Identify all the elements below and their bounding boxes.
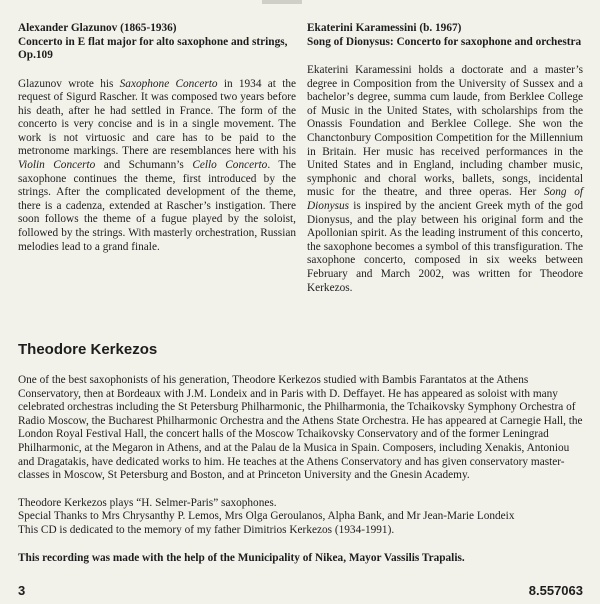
- karamessini-composer: Ekaterini Karamessini (b. 1967): [307, 22, 462, 34]
- top-edge-mark: [262, 0, 302, 4]
- glazunov-heading: [18, 22, 296, 63]
- recording-credit: This recording was made with the help of the Municipality of Nikea, Mayor Vassilis Trapalis.: [18, 551, 465, 564]
- glazunov-composer: Alexander Glazunov (1865-1936): [18, 22, 177, 34]
- text-run: in 1934 at the request of Sigurd Rascher. It was composed two years before his death, after he had settled in France. The form of the concerto is very concise and is in a single movement. The work is not virtuosic and care has to be paid to the metronome markings. There are resemblances here with his: [18, 77, 296, 158]
- text-run: . The saxophone continues the theme, first introduced by the strings. After the complicated development of the theme, there is a cadenza, extended at Rascher’s instigation. There soon follows the theme of a fugue played by the soloist, followed by the strings. With masterly orchestration, Russian melodies lead to a grand finale.: [18, 159, 296, 253]
- glazunov-text: [18, 78, 296, 255]
- work-title-italic: Song of Dionysus: [307, 186, 583, 212]
- karamessini-heading: [307, 22, 583, 49]
- text-run: Glazunov wrote his: [18, 77, 120, 90]
- biography-paragraph: One of the best saxophonists of his generation, Theodore Kerkezos studied with Bambis Farantatos at the Athens Conservatory, then at Bordeaux with J.M. Londeix and in Paris with D. Deffayet. He has appeared as soloist with many celebrated orchestras including the St Petersburg Philharmonic, the Philharmonia, the Tchaikovsky Symphony Orchestra of Radio Moscow, the Bucharest Philharmonic Orchestra and the Athens State Orchestra. He has appeared at Carnegie Hall, the London Royal Festival Hall, the concert halls of the Moscow Tchaikovsky Conservatory and of the former Leningrad Philharmonic, at the Megaron in Athens, and at the Palau de la Musica in Spain. Composers, including Xenakis, Antoniou and Dragatakis, have dedicated works to him. He teaches at the Athens Conservatory and has given conservatory master-classes in Moscow, St Petersburg and Boston, and at Princeton University and the Gnesin Academy.: [18, 374, 583, 482]
- thanks-note: Special Thanks to Mrs Chrysanthy P. Lemos, Mrs Olga Geroulanos, Alpha Bank, and Mr Jean-Marie Londeix: [18, 510, 515, 523]
- dedication-note: This CD is dedicated to the memory of my father Dimitrios Kerkezos (1934-1991).: [18, 523, 395, 536]
- work-title-italic: Saxophone Concerto: [119, 77, 218, 90]
- text-run: and Schumann’s: [95, 159, 193, 172]
- performer-heading: Theodore Kerkezos: [18, 341, 158, 358]
- work-title-italic: Violin Concerto: [18, 159, 96, 172]
- performer-biography: [18, 374, 584, 565]
- glazunov-work-title: Concerto in E flat major for alto saxophone and strings, Op.109: [18, 35, 288, 61]
- text-run: Ekaterini Karamessini holds a doctorate and a master’s degree in Composition from the University of Sussex and a bachelor’s degree, summa cum laude, from Berklee College of Music in the United States, with scholarships from the Onassis Foundation and Berklee College. She won the Chanctonbury Composition Competition for the Millennium in Britain. Her music has received performances in the United States and in England, including chamber music, symphonic and choral works, ballets, songs, incidental music for the theatre, and three operas. Her: [307, 64, 583, 199]
- instrument-note: Theodore Kerkezos plays “H. Selmer-Paris” saxophones.: [18, 496, 277, 509]
- catalog-number: 8.557063: [528, 583, 583, 598]
- page-number: 3: [18, 583, 26, 598]
- glazunov-section: [18, 22, 296, 254]
- text-run: is inspired by the ancient Greek myth of the god Dionysus, and the play between his original form and the Apollonian spirit. As the leading instrument of this concerto, the saxophone becomes a symbol of this transfiguration. The saxophone concerto, composed in six weeks between February and March 2002, was written for Theodore Kerkezos.: [307, 199, 583, 294]
- karamessini-text: [307, 64, 583, 295]
- karamessini-work-title: Song of Dionysus: Concerto for saxophone and orchestra: [307, 35, 582, 48]
- work-title-italic: Cello Concerto: [192, 159, 268, 172]
- karamessini-section: [307, 22, 583, 295]
